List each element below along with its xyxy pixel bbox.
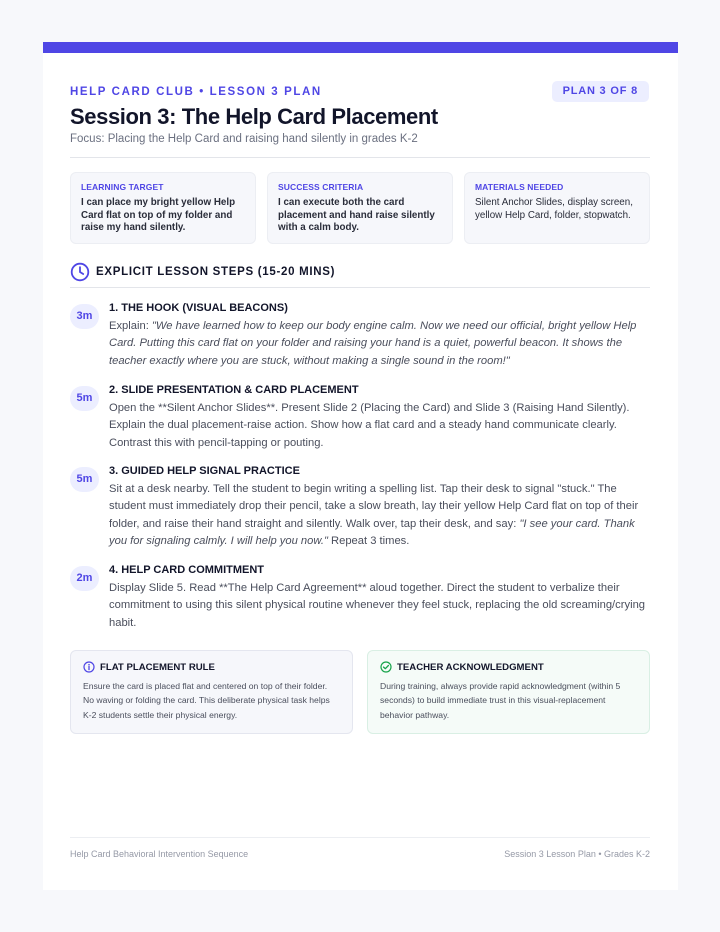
steps-section-header	[70, 262, 335, 282]
lesson-step	[70, 465, 650, 555]
eyebrow-label: HELP CARD CLUB • LESSON 3 PLAN	[70, 86, 322, 98]
step-body-text: Sit at a desk nearby. Tell the student to begin writing a spelling list. Tap their desk to signal "stuck." The student must immediately drop their pencil, take a slow breath, lay their yellow Help Card flat on top of their folder, and raise their hand straight and silently. Walk over, tap their desk, and say:	[109, 483, 639, 530]
success-criteria-card	[267, 172, 453, 244]
footer-divider	[70, 837, 650, 838]
accent-top-bar	[43, 42, 678, 53]
materials-needed-card	[464, 172, 650, 244]
duration-badge: 2m	[70, 566, 99, 591]
flat-placement-rule-note	[70, 650, 353, 734]
card-label: MATERIALS NEEDED	[475, 182, 564, 192]
card-text: I can execute both the card placement and hand raise silently with a calm body.	[278, 197, 435, 234]
check-circle-icon	[380, 661, 392, 673]
note-text: During training, always provide rapid acknowledgment (within 5 seconds) to build immediate trust in this visual-replacement behavior pathway.	[380, 681, 621, 720]
divider	[70, 157, 650, 158]
step-heading: 4. HELP CARD COMMITMENT	[109, 564, 265, 576]
info-circle-icon	[83, 661, 95, 673]
lesson-step	[70, 384, 650, 464]
step-body	[109, 400, 650, 452]
card-text: I can place my bright yellow Help Card flat on top of my folder and raise my hand silently.	[81, 197, 236, 234]
plan-badge: PLAN 3 OF 8	[552, 81, 649, 102]
steps-section-title: EXPLICIT LESSON STEPS (15-20 MINS)	[96, 266, 336, 278]
lesson-step	[70, 302, 650, 382]
duration-badge: 5m	[70, 467, 99, 492]
step-body	[109, 318, 650, 370]
step-body-text: Open the **Silent Anchor Slides**. Present Slide 2 (Placing the Card) and Slide 3 (Raising Hand Silently). Explain the dual placement-raise action. Show how a flat card and a steady hand communicate clearly. Contrast this with pencil-tapping or pouting.	[109, 402, 630, 449]
teacher-acknowledgment-note	[367, 650, 650, 734]
step-body-suffix: Repeat 3 times.	[327, 534, 410, 547]
learning-target-card	[70, 172, 256, 244]
footer-left: Help Card Behavioral Intervention Sequence	[70, 849, 249, 859]
step-heading: 2. SLIDE PRESENTATION & CARD PLACEMENT	[109, 384, 359, 396]
note-title: FLAT PLACEMENT RULE	[100, 661, 215, 673]
divider	[70, 287, 650, 288]
note-header	[83, 661, 340, 673]
note-header	[380, 661, 637, 673]
duration-badge: 3m	[70, 304, 99, 329]
step-body	[109, 481, 650, 550]
note-text: Ensure the card is placed flat and centered on top of their folder. No waving or folding the card. This deliberate physical task helps K-2 students settle their physical energy.	[83, 681, 330, 720]
focus-subtitle: Focus: Placing the Help Card and raising hand silently in grades K-2	[70, 133, 418, 145]
step-body-quote: "We have learned how to keep our body engine calm. Now we need our official, bright yellow Help Card. Putting this card flat on your folder and raising your hand is a quiet, powerful beacon. It shows the teacher exactly where you are stuck, without making a single sound in the room!"	[109, 320, 637, 367]
lesson-plan-page	[43, 42, 678, 890]
card-label: LEARNING TARGET	[81, 182, 164, 192]
card-text: Silent Anchor Slides, display screen, yellow Help Card, folder, stopwatch.	[475, 197, 633, 221]
clock-icon	[70, 262, 90, 282]
lesson-step	[70, 564, 650, 634]
step-body-quote: "I see your card. Thank you for signaling calmly. I will help you now."	[109, 517, 635, 547]
step-body-text: Display Slide 5. Read **The Help Card Agreement** aloud together. Direct the student to verbalize their commitment to using this silent physical routine whenever they feel stuck, replacing the old screaming/crying habit.	[109, 582, 646, 629]
step-body	[109, 580, 650, 632]
page-title: Session 3: The Help Card Placement	[70, 104, 438, 129]
step-heading: 1. THE HOOK (VISUAL BEACONS)	[109, 302, 288, 314]
step-heading: 3. GUIDED HELP SIGNAL PRACTICE	[109, 465, 300, 477]
step-body-text: Explain:	[109, 320, 152, 332]
footer-right: Session 3 Lesson Plan • Grades K-2	[504, 849, 650, 859]
note-title: TEACHER ACKNOWLEDGMENT	[397, 661, 544, 673]
card-label: SUCCESS CRITERIA	[278, 182, 364, 192]
duration-badge: 5m	[70, 386, 99, 411]
summary-cards	[70, 172, 650, 244]
